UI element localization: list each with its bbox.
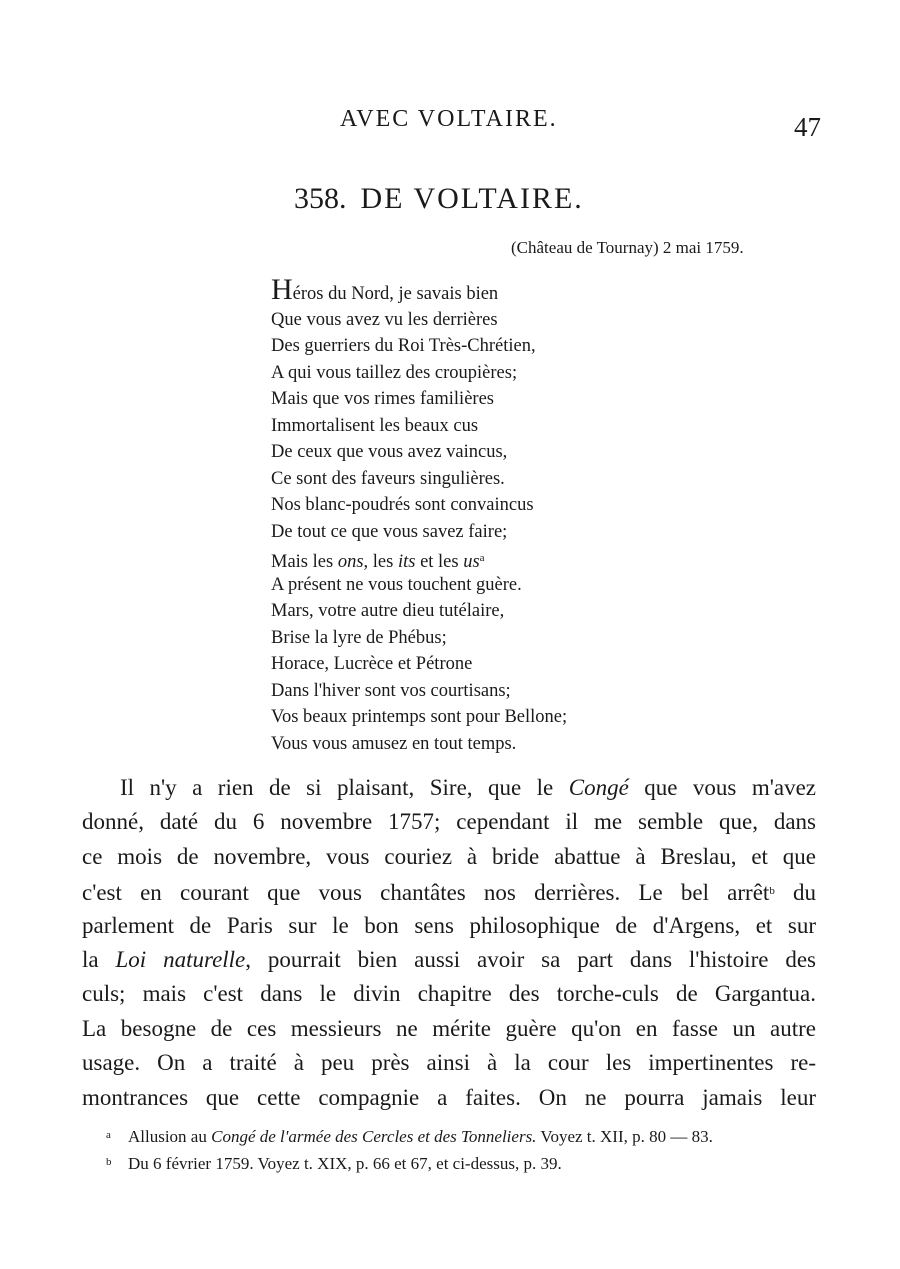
prose-italic: Loi naturelle [115,946,246,972]
poem-italic: ons [337,552,364,572]
prose-text: , pourrait bien aussi avoir sa part dans l'histoire des [245,946,816,972]
poem-line: A qui vous taillez des croupières; [271,362,518,383]
prose-italic: Congé [568,775,629,800]
poem-italic: us [463,552,480,572]
prose-line: ce mois de novembre, vous couriez à bride abattue à Breslau, et que [82,843,816,869]
footnote-ref-a[interactable]: a [479,552,485,564]
poem-line: Nos blanc-poudrés sont convaincus [271,495,534,515]
poem-line: De tout ce que vous savez faire; [271,521,508,542]
prose-line: parlement de Paris sur le bon sens philosophique de d'Argens, et sur [82,912,816,938]
footnote-mark: a [106,1129,111,1141]
poem-line: Mais que vos rimes familières [271,389,494,409]
footnote-italic: Congé de l'armée des Cercles et des Tonneliers. [211,1127,537,1146]
poem-text: Mais les [271,552,338,572]
prose-text: la [82,946,116,972]
footnote-text: Allusion au [128,1127,212,1146]
footnote-mark: b [106,1156,112,1168]
prose-line: usage. On a traité à peu près ainsi à la cour les impertinentes re- [82,1050,816,1076]
poem-line: Vous vous amusez en tout temps. [271,733,517,754]
poem-line: Immortalisent les beaux cus [271,415,479,436]
poem-line: A présent ne vous touchent guère. [271,574,522,595]
poem-line-text: éros du Nord, je savais bien [292,284,499,304]
prose-text: Il n'y a rien de si plaisant, Sire, que le [120,775,569,800]
running-title: AVEC VOLTAIRE. [340,106,558,132]
poem-line: Horace, Lucrèce et Pétrone [271,654,473,674]
footnotes [106,1122,713,1176]
footnote-text: Du 6 février 1759. Voyez t. XIX, p. 66 et 67, et ci-dessus, p. 39. [128,1154,562,1173]
letter-title: DE VOLTAIRE. [360,182,584,215]
footnote-text: Voyez t. XII, p. 80 — 83. [536,1127,713,1146]
poem-line: Ce sont des faveurs singulières. [271,468,505,489]
poem-text: , les [363,552,398,572]
poem-line: Que vous avez vu les derrières [271,309,498,330]
poem-italic: its [397,552,416,572]
prose-line [82,943,816,977]
prose-line [82,874,816,908]
prose-text: c'est en courant que vous chantâtes nos derrières. Le bel arrêt [82,880,770,906]
poem-line [271,545,567,572]
footnote-b [106,1149,713,1176]
poem [271,273,568,757]
prose-text: du [774,880,816,906]
drop-cap: H [271,273,293,306]
poem-line: Des guerriers du Roi Très-Chrétien, [271,336,536,356]
page-number: 47 [794,112,821,142]
poem-line [271,273,567,307]
prose-line [82,771,816,805]
prose-line: culs; mais c'est dans le divin chapitre des torche-culs de Gargantua. [82,981,816,1007]
dateline: (Château de Tournay) 2 mai 1759. [511,238,744,257]
poem-line: Mars, votre autre dieu tutélaire, [271,601,505,621]
prose-line: montrances que cette compagnie a faites. On ne pourra jamais leur [82,1084,816,1110]
poem-text: et les [415,552,464,572]
prose-text: que vous m'avez [628,775,817,800]
footnote-a [106,1122,713,1149]
prose-line: La besogne de ces messieurs ne mérite guère qu'on en fasse un autre [82,1015,816,1041]
prose-paragraph [82,771,816,1115]
poem-line: Vos beaux printemps sont pour Bellone; [271,707,568,727]
prose-line: donné, daté du 6 novembre 1757; cependant il me semble que, dans [82,809,816,835]
poem-line: Brise la lyre de Phébus; [271,627,447,648]
letter-number: 358. [294,182,347,215]
footnote-ref-b[interactable]: b [769,885,775,898]
poem-line: De ceux que vous avez vaincus, [271,442,508,462]
letter-heading [294,182,584,216]
poem-line: Dans l'hiver sont vos courtisans; [271,680,511,701]
